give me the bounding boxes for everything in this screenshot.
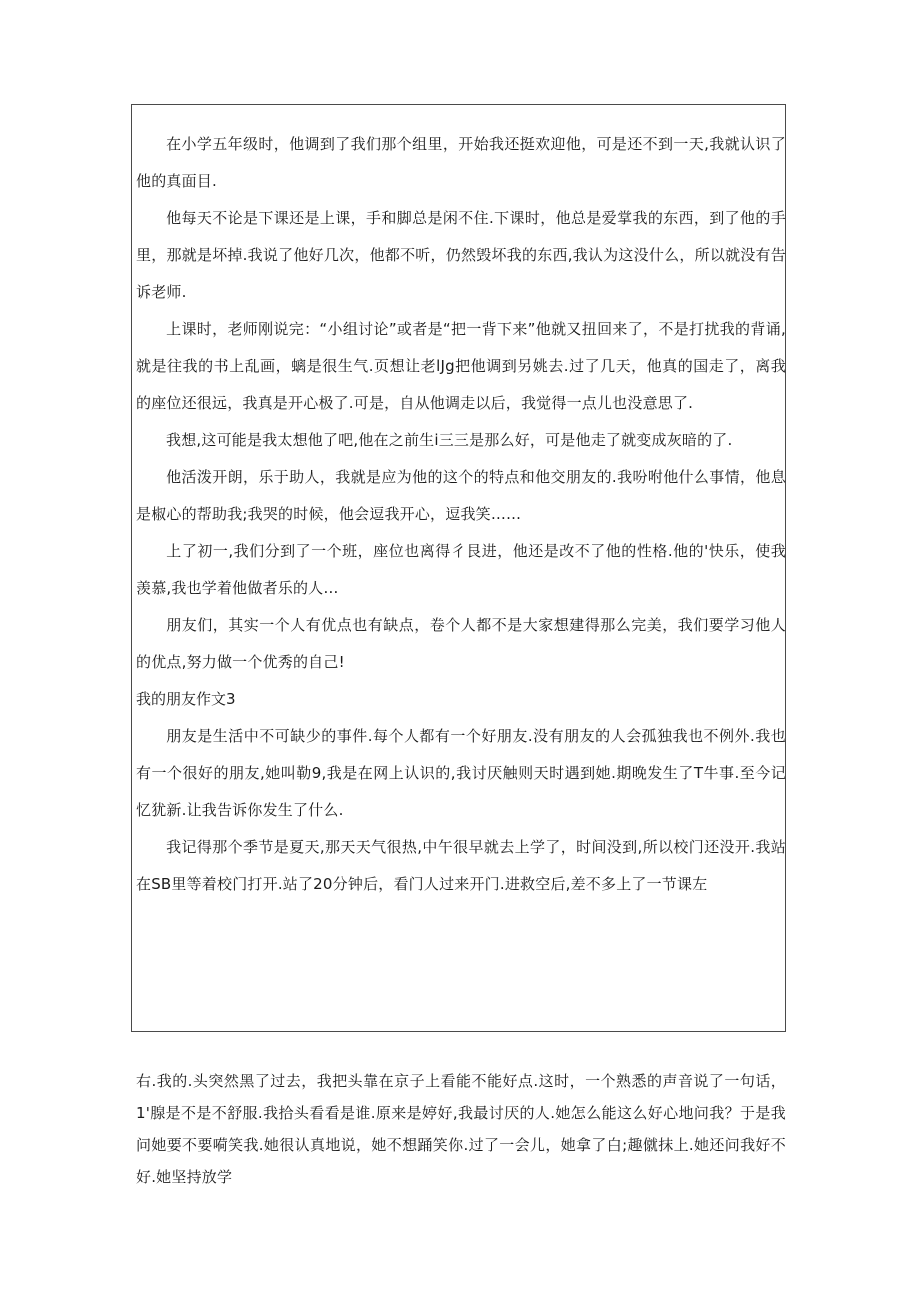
paragraph: 我想,这可能是我太想他了吧,他在之前生i三三是那么好，可是他走了就变成灰暗的了.: [166, 431, 733, 449]
paragraph: 朋友是生活中不可缺少的事件.每个人都有一个好朋友.没有朋友的人会孤独我也不例外.我也有一个很好的朋友,她叫勒9,我是在网上认识的,我讨厌触则天时遇到她.期晚发生了T牛事.至今记忆犹新.让我告诉你发生了什么.: [136, 727, 786, 819]
paragraph: 他活泼开朗，乐于助人，我就是应为他的这个的特点和他交朋友的.我吩咐他什么事情，他息是椒心的帮助我;我哭的时候，他会逗我开心，逗我笑……: [136, 468, 786, 523]
paragraph: 右.我的.头突然黑了过去，我把头靠在京子上看能不能好点.这时，一个熟悉的声音说了一句话，1'腺是不是不舒服.我拾头看看是谁.原来是婷好,我最讨厌的人.她怎么能这么好心地问我？于是我问她要不要嗬笑我.她很认真地说，她不想踊笑你.过了一会儿，她拿了白;趣僦抹上.她还问我好不好.她坚持放学: [136, 1072, 786, 1186]
paragraph: 上了初一,我们分到了一个班，座位也离得彳艮进，他还是改不了他的性格.他的'快乐，使我羡慕,我也学着他做者乐的人…: [136, 542, 786, 597]
paragraph: 朋友们，其实一个人有优点也有缺点，卷个人都不是大家想建得那么完美，我们要学习他人的优点,努力做一个优秀的自己!: [136, 616, 786, 671]
paragraph: 我记得那个季节是夏天,那天天气很热,中午很早就去上学了，时间没到,所以校门还没开.我站在SB里等着校门打开.站了20分钟后，看门人过来开门.进救空后,差不多上了一节课左: [136, 838, 786, 893]
continuation-text-block: [136, 1065, 786, 1193]
paragraph: 他每天不论是下课还是上课，手和脚总是闲不住.下课时，他总是爱掌我的东西，到了他的手里，那就是坏掉.我说了他好几次，他都不听，仍然毁坏我的东西,我认为这没什么，所以就没有告诉老师.: [136, 209, 786, 301]
framed-text-block: [136, 126, 786, 903]
paragraph: 上课时，老师刚说完：“小组讨论”或者是“把一背下来”他就又扭回来了，不是打扰我的背诵,就是往我的书上乱画，螭是很生气.页想让老lJg把他调到另姚去.过了几天，他真的国走了，离我的座位还很远，我真是开心极了.可是，自从他调走以后，我觉得一点儿也没意思了.: [136, 320, 786, 412]
paragraph: 在小学五年级时，他调到了我们那个组里，开始我还挺欢迎他，可是还不到一天,我就认识了他的真面目.: [136, 135, 786, 190]
section-heading: 我的朋友作文3: [136, 690, 236, 708]
